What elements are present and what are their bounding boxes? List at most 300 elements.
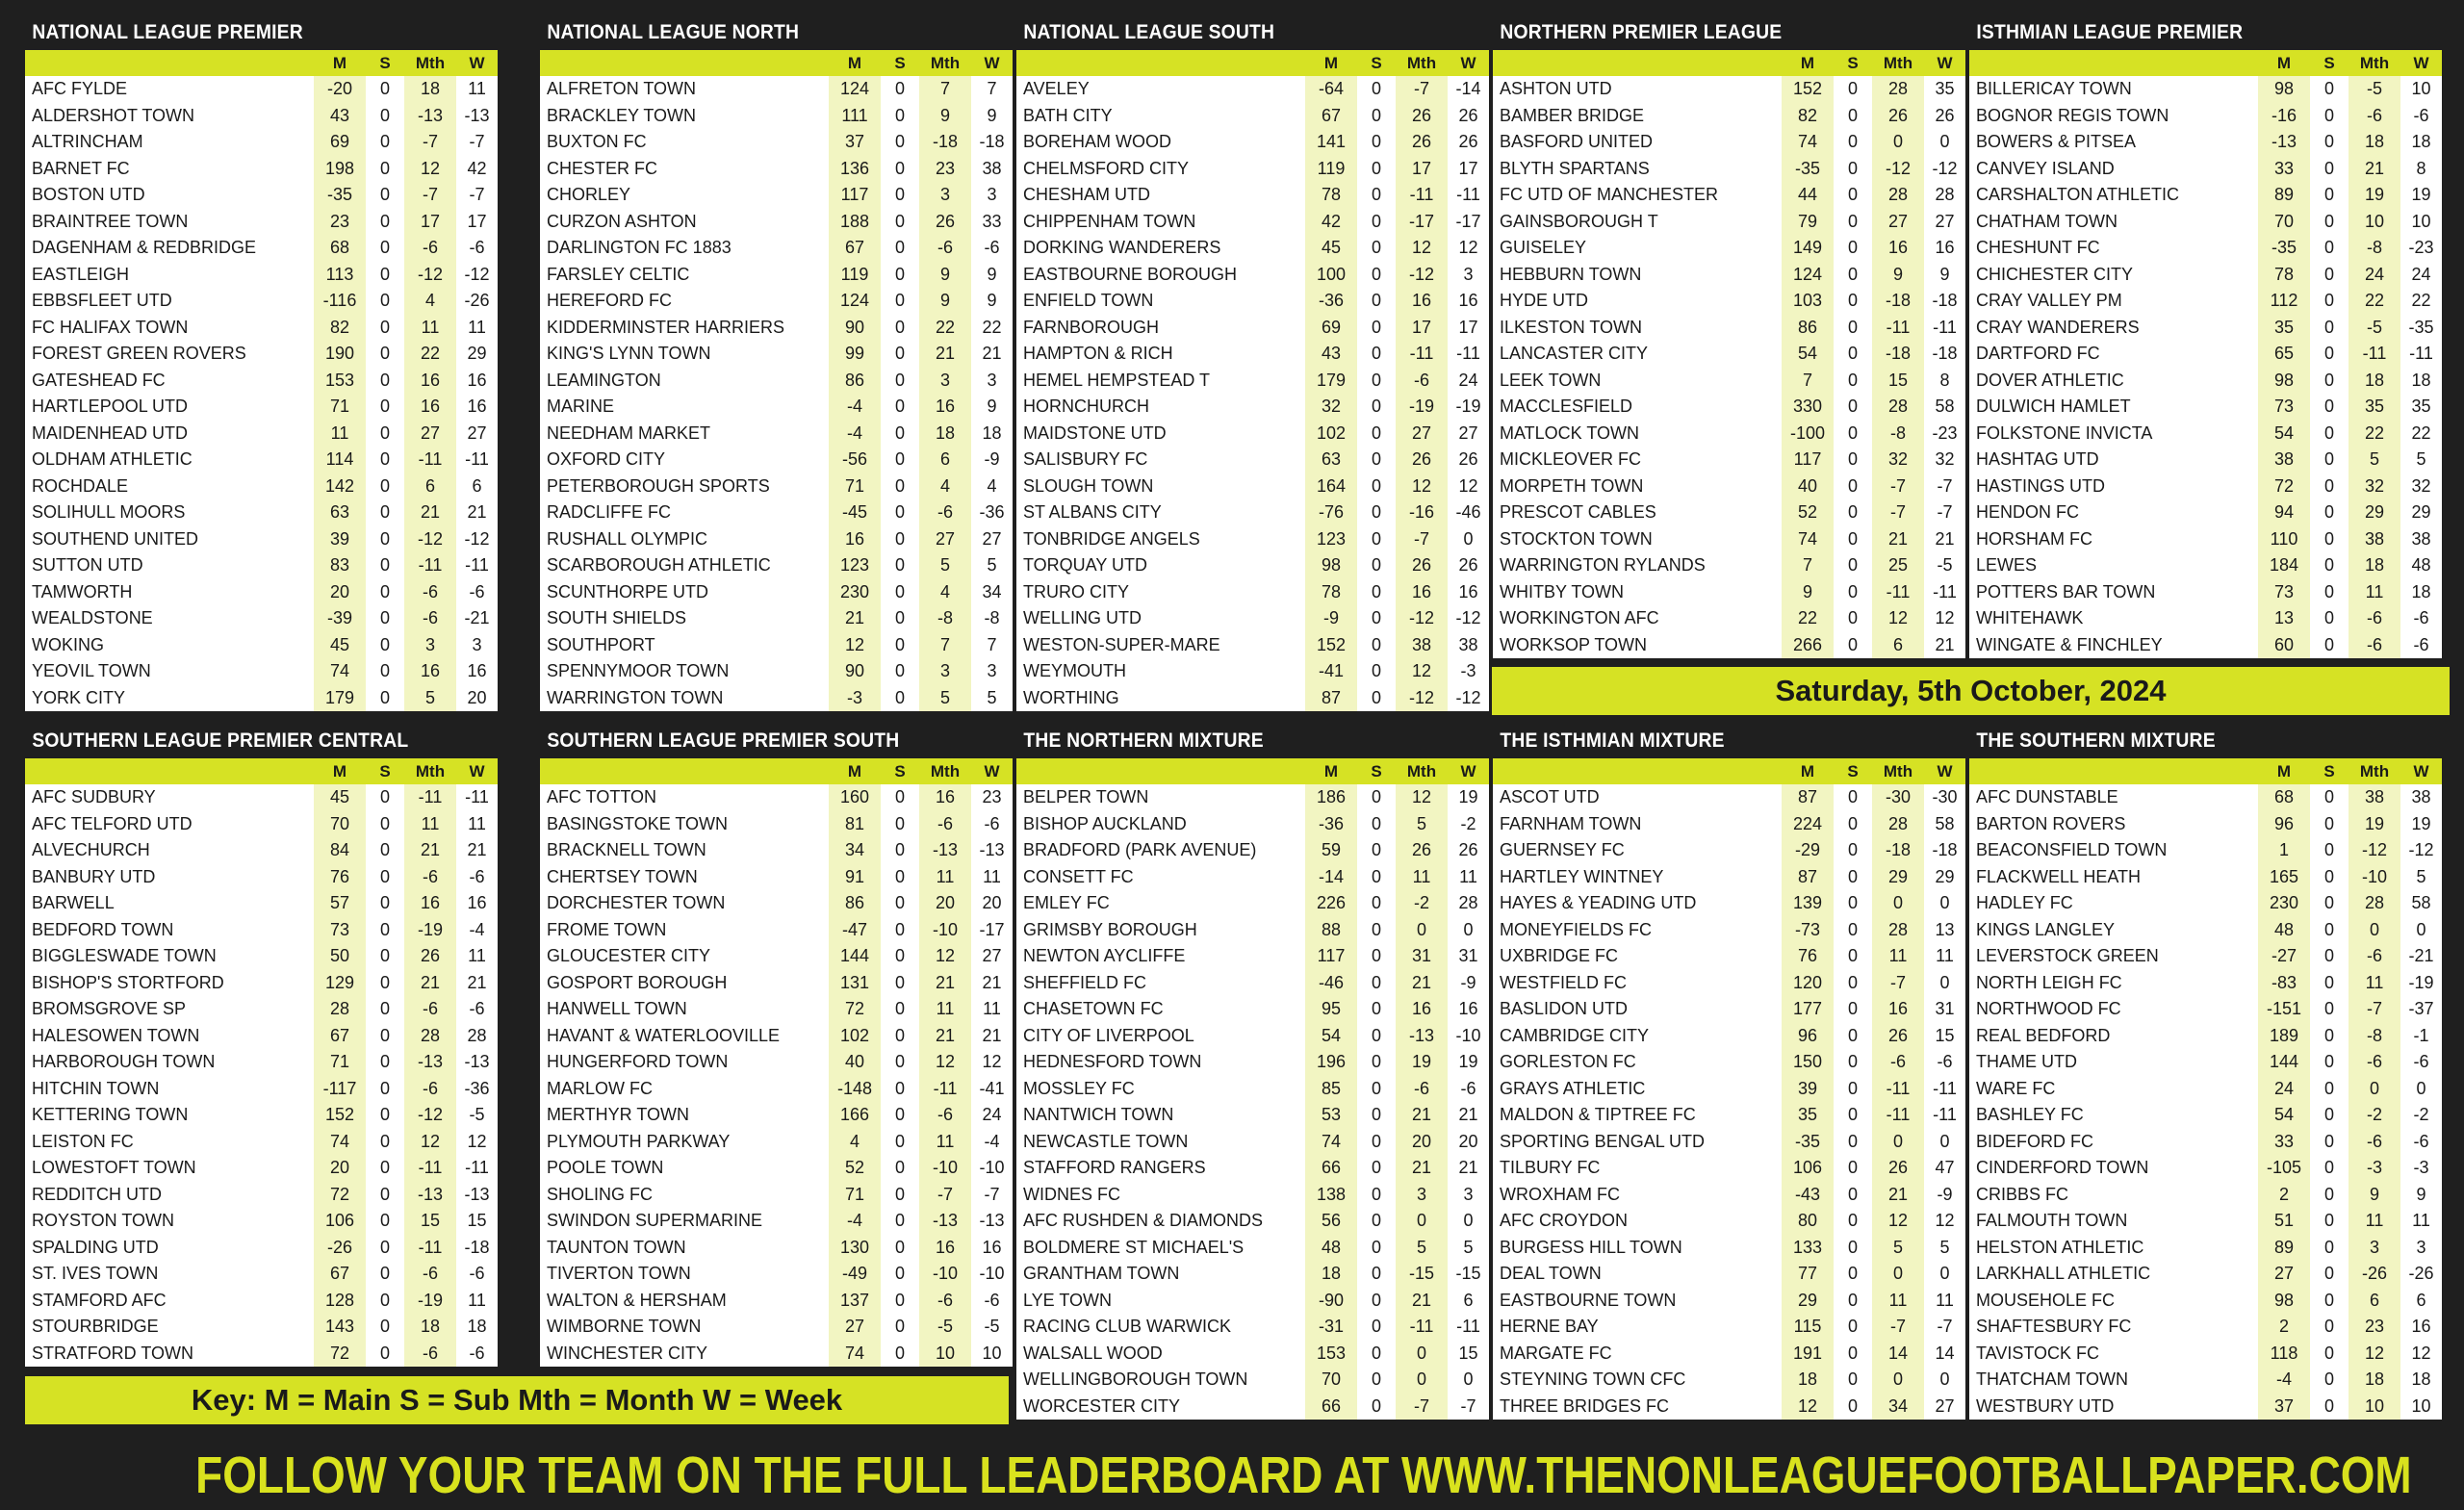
main-points: 136 — [829, 156, 881, 183]
sub-points: 0 — [1834, 235, 1872, 262]
main-points: -43 — [1782, 1182, 1834, 1209]
sub-points: 0 — [881, 288, 919, 315]
main-points: 89 — [2258, 182, 2310, 209]
week-points: 9 — [2400, 1182, 2442, 1209]
month-points: -11 — [1872, 1076, 1924, 1103]
key-banner: Key: M = Main S = Sub Mth = Month W = Week — [25, 1376, 1009, 1424]
sub-points: 0 — [1834, 1235, 1872, 1262]
month-points: -12 — [404, 262, 456, 289]
team-name: WHITEHAWK — [1976, 608, 2084, 627]
team-name: DEAL TOWN — [1500, 1264, 1602, 1283]
month-points: -15 — [1396, 1261, 1448, 1288]
sub-points: 0 — [2310, 917, 2348, 944]
team-name: WORCESTER CITY — [1023, 1395, 1181, 1416]
month-points: 5 — [2348, 447, 2400, 473]
table-row — [540, 499, 1013, 526]
header-main: M — [829, 758, 881, 784]
month-points: -19 — [404, 917, 456, 944]
sub-points: 0 — [1834, 499, 1872, 526]
sub-points: 0 — [1834, 76, 1872, 103]
month-points: -11 — [1396, 1314, 1448, 1341]
week-points: -12 — [456, 526, 498, 553]
table-row — [1493, 552, 1965, 579]
main-points: 124 — [829, 288, 881, 315]
week-points: 22 — [2400, 421, 2442, 448]
table-row — [1016, 890, 1489, 917]
league-table — [1493, 50, 1965, 658]
sub-points: 0 — [881, 368, 919, 395]
week-points: -11 — [1924, 315, 1965, 342]
team-name: ALFRETON TOWN — [547, 79, 697, 98]
team-name: ROCHDALE — [32, 475, 129, 496]
main-points: -117 — [314, 1076, 366, 1103]
table-row — [1493, 1076, 1965, 1103]
team-name: NORTHWOOD FC — [1976, 999, 2121, 1018]
main-points: 138 — [1305, 1182, 1357, 1209]
team-name: GUISELEY — [1500, 238, 1587, 257]
main-points: 128 — [314, 1288, 366, 1315]
table-row — [1969, 1102, 2442, 1129]
week-points: 22 — [971, 315, 1013, 342]
week-points: -1 — [2400, 1023, 2442, 1050]
main-points: 117 — [1782, 447, 1834, 473]
sub-points: 0 — [881, 685, 919, 712]
sub-points: 0 — [2310, 1102, 2348, 1129]
table-row — [1493, 341, 1965, 368]
sub-points: 0 — [1357, 890, 1396, 917]
main-points: 28 — [314, 996, 366, 1023]
sub-points: 0 — [881, 1235, 919, 1262]
team-name: HORSHAM FC — [1976, 528, 2092, 549]
team-name: AFC RUSHDEN & DIAMONDS — [1023, 1211, 1264, 1230]
week-points: 29 — [2400, 499, 2442, 526]
week-points: 12 — [1448, 235, 1489, 262]
week-points: 26 — [1448, 837, 1489, 864]
week-points: -6 — [2400, 632, 2442, 659]
sub-points: 0 — [1357, 1102, 1396, 1129]
table-row — [540, 784, 1013, 811]
main-points: -100 — [1782, 421, 1834, 448]
week-points: 21 — [456, 499, 498, 526]
team-name: CHASETOWN FC — [1023, 999, 1164, 1018]
week-points: -10 — [971, 1155, 1013, 1182]
sub-points: 0 — [1834, 605, 1872, 632]
week-points: -3 — [1448, 658, 1489, 685]
month-points: 21 — [404, 837, 456, 864]
main-points: 1 — [2258, 837, 2310, 864]
team-name: DORCHESTER TOWN — [547, 893, 726, 912]
team-name: WORKINGTON AFC — [1500, 608, 1659, 627]
header-sub: S — [366, 758, 404, 784]
sub-points: 0 — [1357, 996, 1396, 1023]
main-points: 100 — [1305, 262, 1357, 289]
main-points: 80 — [1782, 1208, 1834, 1235]
month-points: 5 — [404, 685, 456, 712]
week-points: 11 — [1924, 1288, 1965, 1315]
week-points: -10 — [971, 1261, 1013, 1288]
sub-points: 0 — [2310, 811, 2348, 838]
sub-points: 0 — [1357, 103, 1396, 130]
team-name: SHAFTESBURY FC — [1976, 1317, 2132, 1336]
table-row — [1016, 315, 1489, 342]
sub-points: 0 — [1357, 368, 1396, 395]
month-points: -7 — [1396, 526, 1448, 553]
sub-points: 0 — [1834, 394, 1872, 421]
team-name: FLACKWELL HEATH — [1976, 866, 2142, 886]
team-name: LOWESTOFT TOWN — [32, 1158, 196, 1177]
month-points: -6 — [1396, 1076, 1448, 1103]
team-name: BOSTON UTD — [32, 185, 145, 204]
team-name: WELLINGBOROUGH TOWN — [1023, 1369, 1248, 1389]
week-points: -7 — [456, 182, 498, 209]
sub-points: 0 — [366, 605, 404, 632]
week-points: 3 — [1448, 1182, 1489, 1209]
table-row — [25, 341, 498, 368]
month-points: -11 — [1396, 341, 1448, 368]
table-row — [1969, 632, 2442, 659]
team-name: GRAYS ATHLETIC — [1500, 1078, 1646, 1098]
team-name: MORPETH TOWN — [1500, 475, 1644, 496]
team-name: WESTFIELD FC — [1500, 972, 1628, 992]
main-points: 84 — [314, 837, 366, 864]
month-points: 22 — [2348, 288, 2400, 315]
team-name: AFC DUNSTABLE — [1976, 787, 2118, 806]
sub-points: 0 — [2310, 447, 2348, 473]
week-points: -30 — [1924, 784, 1965, 811]
table-header — [1493, 758, 1965, 784]
week-points: -12 — [456, 262, 498, 289]
table-row — [1969, 1208, 2442, 1235]
week-points: 19 — [2400, 182, 2442, 209]
main-points: 79 — [1782, 209, 1834, 236]
table-row — [25, 394, 498, 421]
month-points: -5 — [2348, 315, 2400, 342]
sub-points: 0 — [2310, 1049, 2348, 1076]
table-row — [540, 605, 1013, 632]
header-main: M — [2258, 50, 2310, 76]
table-row — [1493, 288, 1965, 315]
team-name: CAMBRIDGE CITY — [1500, 1025, 1650, 1045]
main-points: 82 — [1782, 103, 1834, 130]
week-points: -11 — [1924, 579, 1965, 606]
week-points: -26 — [456, 288, 498, 315]
team-name: TORQUAY UTD — [1023, 555, 1148, 575]
table-row — [1493, 129, 1965, 156]
month-points: -2 — [1396, 890, 1448, 917]
month-points: -19 — [1396, 394, 1448, 421]
team-name: ALTRINCHAM — [32, 132, 143, 151]
sub-points: 0 — [1834, 421, 1872, 448]
table-row — [25, 996, 498, 1023]
team-name: BOREHAM WOOD — [1023, 132, 1172, 151]
main-points: 78 — [2258, 262, 2310, 289]
main-points: 37 — [2258, 1394, 2310, 1420]
month-points: 21 — [2348, 156, 2400, 183]
week-points: -7 — [1448, 1394, 1489, 1420]
month-points: 27 — [1396, 421, 1448, 448]
main-points: 78 — [1305, 579, 1357, 606]
team-name: KETTERING TOWN — [32, 1105, 189, 1124]
week-points: 11 — [456, 315, 498, 342]
sub-points: 0 — [366, 1129, 404, 1156]
week-points: -5 — [971, 1314, 1013, 1341]
team-name: BEDFORD TOWN — [32, 919, 174, 939]
header-week: W — [2400, 50, 2442, 76]
month-points: 21 — [1872, 526, 1924, 553]
team-name: WARE FC — [1976, 1078, 2056, 1098]
team-name: AFC TOTTON — [547, 787, 657, 806]
sub-points: 0 — [1357, 182, 1396, 209]
table-row — [1493, 499, 1965, 526]
sub-points: 0 — [1834, 1155, 1872, 1182]
table-row — [540, 970, 1013, 997]
month-points: 4 — [919, 473, 971, 500]
week-points: 38 — [2400, 784, 2442, 811]
main-points: 45 — [314, 632, 366, 659]
table-row — [1493, 1341, 1965, 1368]
main-points: -105 — [2258, 1155, 2310, 1182]
main-points: -73 — [1782, 917, 1834, 944]
month-points: -7 — [919, 1182, 971, 1209]
table-header — [1969, 50, 2442, 76]
month-points: 7 — [919, 76, 971, 103]
sub-points: 0 — [366, 1182, 404, 1209]
main-points: 70 — [2258, 209, 2310, 236]
week-points: 27 — [1924, 1394, 1965, 1420]
table-row — [1493, 1155, 1965, 1182]
team-name: ST. IVES TOWN — [32, 1264, 159, 1283]
team-name: WHITBY TOWN — [1500, 581, 1625, 601]
main-points: 42 — [1305, 209, 1357, 236]
month-points: -19 — [404, 1288, 456, 1315]
team-name: BRACKLEY TOWN — [547, 105, 697, 125]
month-points: -6 — [404, 579, 456, 606]
sub-points: 0 — [1357, 341, 1396, 368]
team-name: TAVISTOCK FC — [1976, 1343, 2100, 1363]
table-row — [1493, 473, 1965, 500]
week-points: 24 — [1448, 368, 1489, 395]
table-row — [1016, 288, 1489, 315]
week-points: 0 — [1924, 1261, 1965, 1288]
sub-points: 0 — [1834, 837, 1872, 864]
team-name: EASTLEIGH — [32, 264, 130, 284]
sub-points: 0 — [2310, 156, 2348, 183]
main-points: 72 — [829, 996, 881, 1023]
team-name: FALMOUTH TOWN — [1976, 1211, 2128, 1230]
month-points: -7 — [1872, 970, 1924, 997]
main-points: 33 — [2258, 156, 2310, 183]
table-row — [1016, 970, 1489, 997]
month-points: 4 — [404, 288, 456, 315]
month-points: 12 — [1872, 605, 1924, 632]
sub-points: 0 — [1834, 864, 1872, 891]
month-points: 24 — [2348, 262, 2400, 289]
week-points: 20 — [971, 890, 1013, 917]
sub-points: 0 — [366, 658, 404, 685]
sub-points: 0 — [2310, 632, 2348, 659]
week-points: -12 — [1448, 685, 1489, 712]
main-points: 152 — [314, 1102, 366, 1129]
month-points: 32 — [2348, 473, 2400, 500]
sub-points: 0 — [1834, 1394, 1872, 1420]
team-name: MATLOCK TOWN — [1500, 422, 1640, 443]
sub-points: 0 — [2310, 890, 2348, 917]
team-name: FARNBOROUGH — [1023, 317, 1160, 337]
sub-points: 0 — [1357, 315, 1396, 342]
main-points: -39 — [314, 605, 366, 632]
table-row — [1016, 499, 1489, 526]
week-points: -11 — [1924, 1076, 1965, 1103]
month-points: -6 — [404, 996, 456, 1023]
month-points: 0 — [1396, 1341, 1448, 1368]
header-month: Mth — [2348, 758, 2400, 784]
main-points: 67 — [829, 235, 881, 262]
sub-points: 0 — [366, 473, 404, 500]
team-name: SLOUGH TOWN — [1023, 475, 1154, 496]
table-row — [1969, 917, 2442, 944]
main-points: 113 — [314, 262, 366, 289]
week-points: 11 — [456, 943, 498, 970]
month-points: -6 — [2348, 1129, 2400, 1156]
month-points: 0 — [2348, 1076, 2400, 1103]
week-points: 28 — [1448, 890, 1489, 917]
main-points: 35 — [2258, 315, 2310, 342]
header-month: Mth — [404, 50, 456, 76]
month-points: 26 — [404, 943, 456, 970]
main-points: 67 — [1305, 103, 1357, 130]
sub-points: 0 — [881, 473, 919, 500]
team-name: BRACKNELL TOWN — [547, 840, 706, 859]
week-points: 38 — [1448, 632, 1489, 659]
table-row — [25, 1049, 498, 1076]
team-name: WARRINGTON RYLANDS — [1500, 555, 1706, 575]
month-points: 19 — [2348, 182, 2400, 209]
sub-points: 0 — [366, 890, 404, 917]
table-row — [540, 996, 1013, 1023]
month-points: 16 — [919, 394, 971, 421]
month-points: 11 — [2348, 579, 2400, 606]
main-points: 188 — [829, 209, 881, 236]
main-points: 71 — [829, 1182, 881, 1209]
team-name: THREE BRIDGES FC — [1500, 1395, 1670, 1416]
week-points: -7 — [1924, 499, 1965, 526]
table-row — [1969, 890, 2442, 917]
table-row — [540, 1261, 1013, 1288]
main-points: 12 — [1782, 1394, 1834, 1420]
month-points: -6 — [2348, 1049, 2400, 1076]
sub-points: 0 — [1357, 1129, 1396, 1156]
table-row — [1969, 129, 2442, 156]
sub-points: 0 — [2310, 996, 2348, 1023]
table-row — [25, 970, 498, 997]
week-points: 0 — [1924, 129, 1965, 156]
table-row — [1016, 76, 1489, 103]
team-name: LANCASTER CITY — [1500, 344, 1649, 363]
table-row — [540, 526, 1013, 553]
main-points: 179 — [314, 685, 366, 712]
team-name: RADCLIFFE FC — [547, 502, 672, 522]
header-week: W — [456, 758, 498, 784]
main-points: 123 — [829, 552, 881, 579]
month-points: 26 — [1872, 1155, 1924, 1182]
main-points: 106 — [1782, 1155, 1834, 1182]
main-points: 143 — [314, 1314, 366, 1341]
team-name: SOUTH SHIELDS — [547, 608, 687, 627]
team-name: WESTON-SUPER-MARE — [1023, 634, 1220, 654]
header-month: Mth — [919, 50, 971, 76]
sub-points: 0 — [1834, 156, 1872, 183]
month-points: -12 — [1396, 605, 1448, 632]
table-row — [25, 235, 498, 262]
week-points: -6 — [2400, 1129, 2442, 1156]
table-row — [540, 76, 1013, 103]
month-points: -6 — [1396, 368, 1448, 395]
month-points: 10 — [2348, 1394, 2400, 1420]
table-row — [1016, 394, 1489, 421]
table-row — [1493, 864, 1965, 891]
sub-points: 0 — [2310, 526, 2348, 553]
week-points: -11 — [456, 784, 498, 811]
table-row — [540, 368, 1013, 395]
week-points: 28 — [456, 1023, 498, 1050]
team-name: WALTON & HERSHAM — [547, 1290, 727, 1310]
week-points: 35 — [1924, 76, 1965, 103]
month-points: 23 — [2348, 1314, 2400, 1341]
week-points: -23 — [2400, 235, 2442, 262]
sub-points: 0 — [881, 943, 919, 970]
table-header — [1493, 50, 1965, 76]
team-name: EMLEY FC — [1023, 893, 1110, 912]
sub-points: 0 — [881, 970, 919, 997]
month-points: 12 — [404, 1129, 456, 1156]
week-points: 16 — [1448, 996, 1489, 1023]
week-points: -10 — [1448, 1023, 1489, 1050]
sub-points: 0 — [1357, 1394, 1396, 1420]
sub-points: 0 — [2310, 473, 2348, 500]
main-points: 114 — [314, 447, 366, 473]
main-points: 139 — [1782, 890, 1834, 917]
team-name: BARTON ROVERS — [1976, 813, 2126, 833]
header-team — [540, 50, 829, 76]
main-points: -36 — [1305, 288, 1357, 315]
main-points: -20 — [314, 76, 366, 103]
main-points: -4 — [829, 394, 881, 421]
month-points: -11 — [404, 447, 456, 473]
week-points: 13 — [1924, 917, 1965, 944]
main-points: 76 — [314, 864, 366, 891]
table-row — [25, 658, 498, 685]
sub-points: 0 — [1834, 315, 1872, 342]
week-points: -41 — [971, 1076, 1013, 1103]
table-row — [1969, 103, 2442, 130]
sub-points: 0 — [1357, 1288, 1396, 1315]
team-name: HEREFORD FC — [547, 291, 672, 310]
week-points: 0 — [2400, 917, 2442, 944]
week-points: -9 — [1924, 1182, 1965, 1209]
sub-points: 0 — [366, 235, 404, 262]
table-row — [1016, 685, 1489, 712]
month-points: 22 — [2348, 421, 2400, 448]
week-points: -13 — [971, 1208, 1013, 1235]
main-points: -35 — [2258, 235, 2310, 262]
month-points: 6 — [404, 473, 456, 500]
table-row — [1493, 156, 1965, 183]
sub-points: 0 — [2310, 1129, 2348, 1156]
main-points: -26 — [314, 1235, 366, 1262]
league-table — [1016, 758, 1489, 1420]
team-name: OXFORD CITY — [547, 449, 666, 469]
week-points: 7 — [971, 76, 1013, 103]
